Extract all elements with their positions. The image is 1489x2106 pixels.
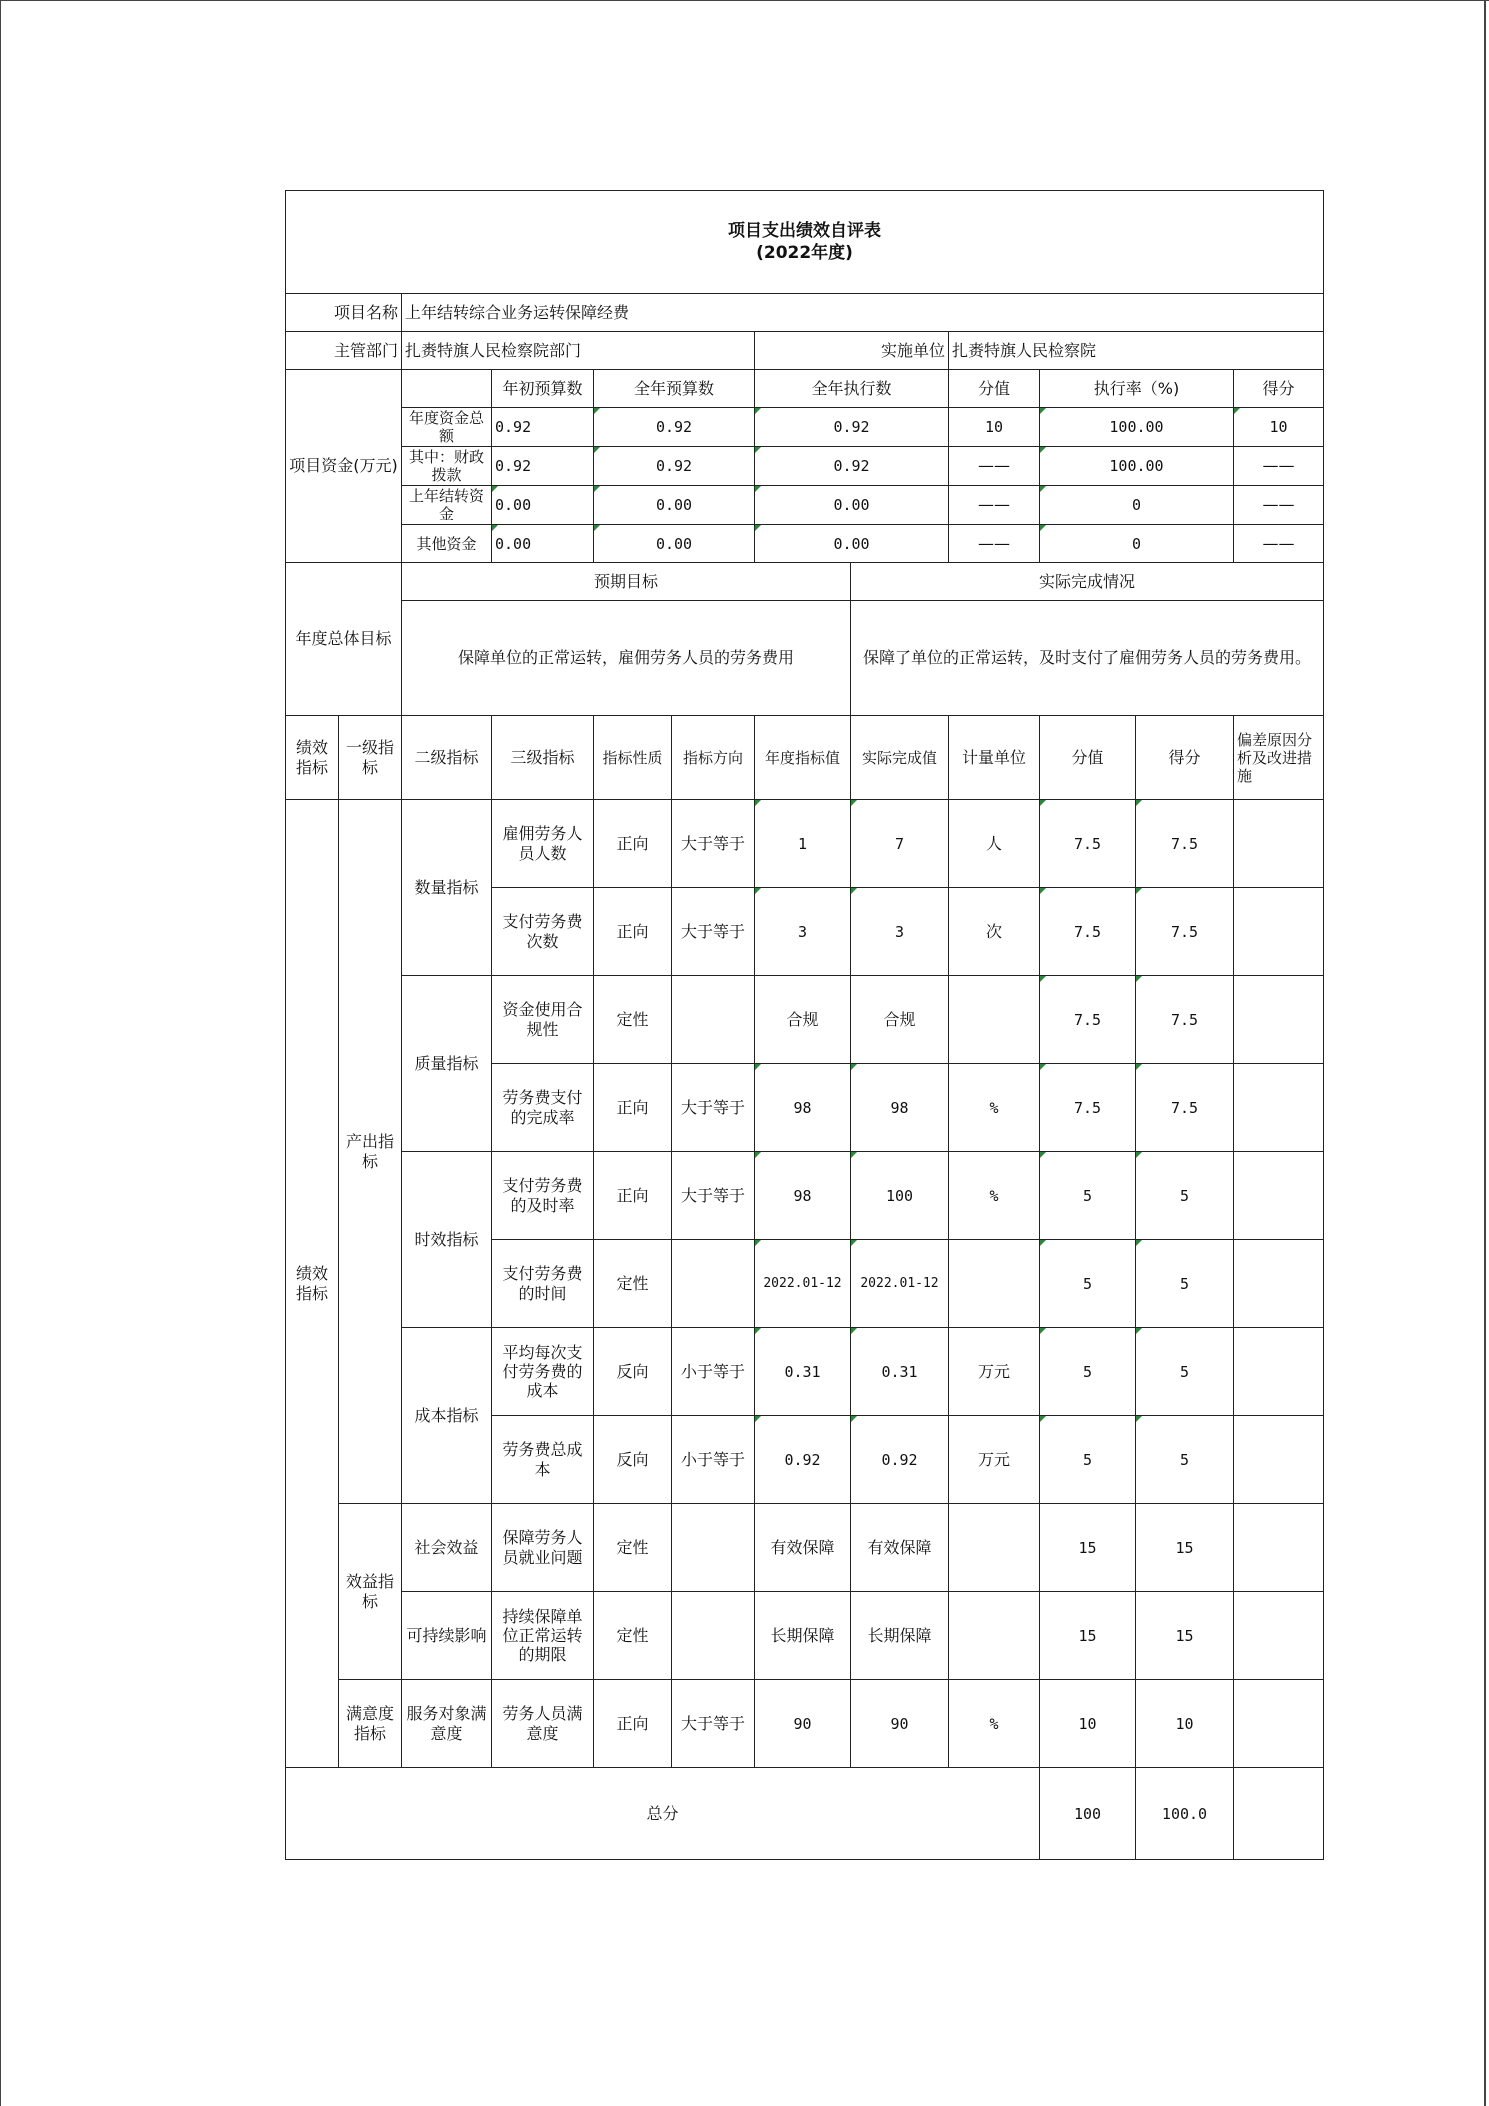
indicator-score: 7.5 [1136,888,1234,976]
header-level2: 二级指标 [402,716,492,800]
indicator-actual: 7 [851,800,949,888]
indicator-name: 支付劳务费的时间 [492,1240,594,1328]
indicator-score-value: 10 [1040,1680,1136,1768]
indicator-direction: 大于等于 [672,888,755,976]
indicator-target: 合规 [755,976,851,1064]
funds-header-rate: 执行率（%) [1040,370,1234,408]
level2-quantity: 数量指标 [402,800,492,976]
funds-annual: 0.00 [594,486,755,525]
indicator-score: 7.5 [1136,800,1234,888]
indicator-score-value: 7.5 [1040,1064,1136,1152]
funds-header-annual: 全年预算数 [594,370,755,408]
level1-output: 产出指标 [339,800,402,1504]
funds-row-name: 其中：财政拨款 [402,447,492,486]
indicator-actual: 有效保障 [851,1504,949,1592]
indicator-nature: 正向 [594,1680,672,1768]
indicator-actual: 3 [851,888,949,976]
total-score: 100.0 [1136,1768,1234,1860]
indicator-actual: 0.92 [851,1416,949,1504]
funds-rate: 0 [1040,486,1234,525]
indicator-target: 3 [755,888,851,976]
indicator-reason [1234,1592,1324,1680]
indicator-unit: 万元 [949,1328,1040,1416]
indicator-reason [1234,1504,1324,1592]
expected-goal-header: 预期目标 [402,563,851,601]
level1-benefit: 效益指标 [339,1504,402,1680]
indicator-nature: 定性 [594,1592,672,1680]
indicator-actual: 长期保障 [851,1592,949,1680]
funds-header-executed: 全年执行数 [755,370,949,408]
indicator-reason [1234,1064,1324,1152]
funds-header-score-value: 分值 [949,370,1040,408]
dept-value: 扎赉特旗人民检察院部门 [402,332,755,370]
indicator-score-value: 15 [1040,1592,1136,1680]
funds-score-value: —— [949,525,1040,563]
indicator-target: 长期保障 [755,1592,851,1680]
indicator-nature: 正向 [594,888,672,976]
indicator-unit: % [949,1152,1040,1240]
funds-header-initial: 年初预算数 [492,370,594,408]
indicator-unit: 万元 [949,1416,1040,1504]
indicator-target: 2022.01-12 [755,1240,851,1328]
funds-initial: 0.00 [492,486,594,525]
indicator-unit: % [949,1064,1040,1152]
indicator-score-value: 5 [1040,1328,1136,1416]
funds-score-value: 10 [949,408,1040,447]
table-subtitle: (2022年度) [756,243,853,263]
indicator-actual: 合规 [851,976,949,1064]
funds-score: 10 [1234,408,1324,447]
header-unit: 计量单位 [949,716,1040,800]
header-perf: 绩效指标 [286,716,339,800]
table-title: 项目支出绩效自评表 [728,220,882,241]
indicator-unit: % [949,1680,1040,1768]
indicator-unit: 人 [949,800,1040,888]
indicator-name: 支付劳务费的及时率 [492,1152,594,1240]
indicator-reason [1234,1240,1324,1328]
indicator-score: 7.5 [1136,1064,1234,1152]
funds-annual: 0.00 [594,525,755,563]
funds-executed: 0.00 [755,486,949,525]
indicator-unit [949,1240,1040,1328]
indicator-direction: 大于等于 [672,1152,755,1240]
indicator-direction: 小于等于 [672,1328,755,1416]
total-score-value: 100 [1040,1768,1136,1860]
indicator-score: 15 [1136,1504,1234,1592]
funds-executed: 0.92 [755,447,949,486]
indicator-reason [1234,800,1324,888]
header-direction: 指标方向 [672,716,755,800]
header-nature: 指标性质 [594,716,672,800]
funds-annual: 0.92 [594,447,755,486]
indicator-nature: 定性 [594,1504,672,1592]
indicator-direction: 小于等于 [672,1416,755,1504]
indicator-name: 平均每次支付劳务费的成本 [492,1328,594,1416]
dept-label: 主管部门 [286,332,402,370]
project-name-value: 上年结转综合业务运转保障经费 [402,294,1324,332]
indicator-actual: 98 [851,1064,949,1152]
indicator-direction: 大于等于 [672,1064,755,1152]
indicator-score-value: 7.5 [1040,888,1136,976]
indicator-name: 保障劳务人员就业问题 [492,1504,594,1592]
total-reason [1234,1768,1324,1860]
indicator-reason [1234,1680,1324,1768]
indicator-score: 10 [1136,1680,1234,1768]
funds-row-name: 年度资金总额 [402,408,492,447]
level2-cost: 成本指标 [402,1328,492,1504]
unit-value: 扎赉特旗人民检察院 [949,332,1324,370]
funds-annual: 0.92 [594,408,755,447]
level2-social: 社会效益 [402,1504,492,1592]
indicator-target: 1 [755,800,851,888]
indicator-name: 资金使用合规性 [492,976,594,1064]
indicator-unit: 次 [949,888,1040,976]
indicator-direction: 大于等于 [672,1680,755,1768]
project-name-label: 项目名称 [286,294,402,332]
funds-rate: 100.00 [1040,447,1234,486]
indicator-score-value: 7.5 [1040,976,1136,1064]
indicator-score-value: 5 [1040,1416,1136,1504]
indicator-direction [672,1592,755,1680]
indicator-target: 90 [755,1680,851,1768]
indicator-direction [672,1240,755,1328]
funds-header-score: 得分 [1234,370,1324,408]
funds-executed: 0.00 [755,525,949,563]
funds-score: —— [1234,525,1324,563]
total-label: 总分 [286,1768,1040,1860]
funds-executed: 0.92 [755,408,949,447]
funds-score: —— [1234,486,1324,525]
header-score: 得分 [1136,716,1234,800]
indicator-score: 5 [1136,1416,1234,1504]
indicator-score: 5 [1136,1240,1234,1328]
header-level3: 三级指标 [492,716,594,800]
unit-label: 实施单位 [755,332,949,370]
self-evaluation-sheet [285,190,1323,1860]
header-reason: 偏差原因分析及改进措施 [1234,716,1324,800]
funds-row-name: 其他资金 [402,525,492,563]
level1-satisfaction: 满意度指标 [339,1680,402,1768]
indicator-reason [1234,888,1324,976]
table-title-cell [286,191,1324,294]
indicator-actual: 90 [851,1680,949,1768]
funds-label: 项目资金(万元) [286,370,402,563]
indicator-target: 98 [755,1064,851,1152]
header-score-value: 分值 [1040,716,1136,800]
funds-rate: 0 [1040,525,1234,563]
level2-quality: 质量指标 [402,976,492,1152]
indicator-nature: 反向 [594,1416,672,1504]
funds-initial: 0.92 [492,408,594,447]
indicator-unit [949,1504,1040,1592]
funds-header-blank [402,370,492,408]
indicator-name: 劳务费总成本 [492,1416,594,1504]
indicator-reason [1234,1328,1324,1416]
indicator-reason [1234,1152,1324,1240]
header-target: 年度指标值 [755,716,851,800]
indicator-target: 0.31 [755,1328,851,1416]
indicator-actual: 0.31 [851,1328,949,1416]
actual-result-text: 保障了单位的正常运转，及时支付了雇佣劳务人员的劳务费用。 [851,601,1324,716]
annual-goal-label: 年度总体目标 [286,563,402,716]
expected-goal-text: 保障单位的正常运转，雇佣劳务人员的劳务费用 [402,601,851,716]
funds-initial: 0.00 [492,525,594,563]
indicator-actual: 100 [851,1152,949,1240]
indicator-name: 劳务人员满意度 [492,1680,594,1768]
indicator-score-value: 5 [1040,1240,1136,1328]
page-border-right [1484,0,1486,2106]
indicator-nature: 正向 [594,800,672,888]
indicator-target: 0.92 [755,1416,851,1504]
level2-sustain: 可持续影响 [402,1592,492,1680]
header-actual: 实际完成值 [851,716,949,800]
funds-rate: 100.00 [1040,408,1234,447]
indicator-score-value: 15 [1040,1504,1136,1592]
funds-initial: 0.92 [492,447,594,486]
indicator-nature: 反向 [594,1328,672,1416]
indicator-nature: 正向 [594,1064,672,1152]
funds-row-name: 上年结转资金 [402,486,492,525]
indicator-score-value: 7.5 [1040,800,1136,888]
indicator-name: 劳务费支付的完成率 [492,1064,594,1152]
funds-score: —— [1234,447,1324,486]
indicator-target: 98 [755,1152,851,1240]
indicator-nature: 正向 [594,1152,672,1240]
indicator-target: 有效保障 [755,1504,851,1592]
funds-score-value: —— [949,447,1040,486]
funds-score-value: —— [949,486,1040,525]
actual-result-header: 实际完成情况 [851,563,1324,601]
indicator-name: 支付劳务费次数 [492,888,594,976]
indicator-nature: 定性 [594,1240,672,1328]
indicator-score: 5 [1136,1328,1234,1416]
indicator-score: 7.5 [1136,976,1234,1064]
indicator-reason [1234,976,1324,1064]
indicator-name: 雇佣劳务人员人数 [492,800,594,888]
indicator-direction [672,976,755,1064]
indicator-score-value: 5 [1040,1152,1136,1240]
indicator-name: 持续保障单位正常运转的期限 [492,1592,594,1680]
page-border-left [0,0,1,2106]
perf-indicator-label: 绩效指标 [286,800,339,1768]
header-level1: 一级指标 [339,716,402,800]
indicator-score: 15 [1136,1592,1234,1680]
indicator-unit [949,1592,1040,1680]
page-border-top [0,0,1489,1]
indicator-nature: 定性 [594,976,672,1064]
indicator-score: 5 [1136,1152,1234,1240]
level2-timeliness: 时效指标 [402,1152,492,1328]
indicator-direction: 大于等于 [672,800,755,888]
indicator-actual: 2022.01-12 [851,1240,949,1328]
level2-service: 服务对象满意度 [402,1680,492,1768]
indicator-unit [949,976,1040,1064]
indicator-direction [672,1504,755,1592]
performance-table [285,190,1324,1860]
indicator-reason [1234,1416,1324,1504]
